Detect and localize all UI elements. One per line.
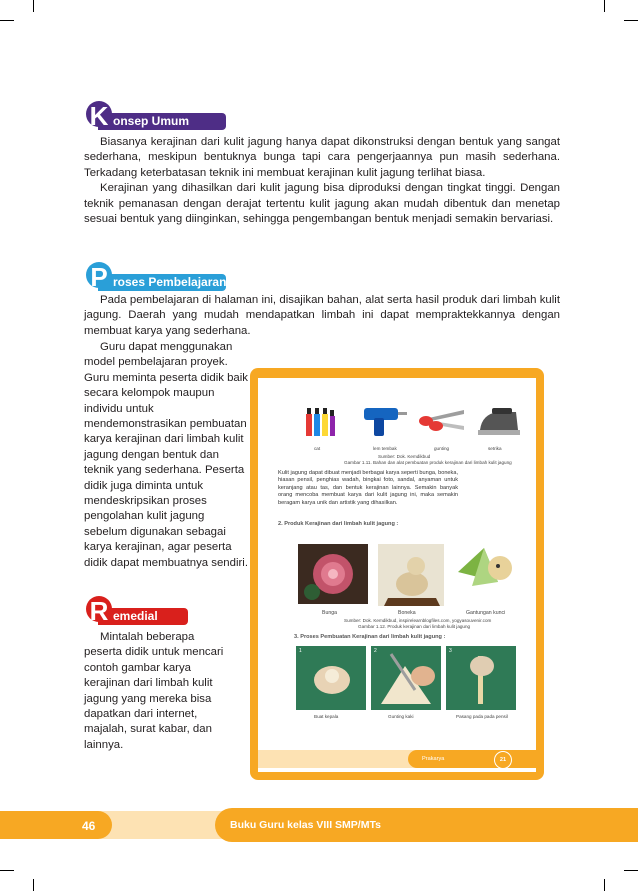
iron-image (476, 406, 520, 440)
remedial-text (84, 630, 234, 753)
student-book-page-figure (250, 368, 544, 780)
crop-mark (604, 0, 605, 12)
scissors-image (418, 406, 466, 436)
paragraph: Guru dapat menggunakan model pembelajaran proyek. Guru meminta peserta didik baik secara kelompok maupun individu untuk mendemonstrasikan pembuatan karya kerajinan dari limbah kulit jagung dengan bentuk dan teknik yang sederhana. Peserta didik juga diminta untuk mendeskripsikan proses pengolahan kulit jagung sebelum digunakan sebagai karya kerajinan, agar peserta didik dapat membuatnya sendiri. (84, 341, 248, 569)
step-caption: Pasang pada pada pensil (456, 714, 508, 719)
proses-pembelajaran-heading (86, 262, 226, 292)
tool-label: lem tembak (373, 446, 397, 451)
student-book-page (258, 378, 536, 772)
konsep-umum-text (84, 135, 560, 227)
heading-initial: K (86, 101, 112, 127)
keychain-product-photo (454, 542, 524, 604)
tool-label: setrika (488, 446, 502, 451)
heading-initial: R (86, 596, 112, 622)
step-caption: Buat kepala (314, 714, 339, 719)
figure-source: Sumber: Dok. Kemdikbud (378, 454, 431, 459)
crop-mark (33, 0, 34, 12)
student-book-heading: 2. Produk Kerajinan dari limbah kulit jagung : (278, 521, 399, 527)
process-step-photo (446, 646, 516, 710)
heading-text: emedial (113, 609, 158, 623)
crop-mark (0, 20, 14, 21)
proses-detail-text (84, 340, 250, 571)
figure-caption: Gambar 1.12. Produk kerajinan dari limbah kulit jagung (358, 624, 471, 629)
page-number-badge: 21 (494, 751, 512, 769)
crop-mark (624, 870, 638, 871)
proses-intro-text (84, 293, 560, 339)
footer-label: Prakarya (422, 756, 445, 762)
paragraph: Mintalah beberapa peserta didik untuk mencari contoh gambar karya kerajinan dari limbah kulit jagung yang mereka bisa dapatkan dari internet, majalah, surat kabar, dan lainnya. (84, 631, 224, 751)
crop-mark (604, 879, 605, 891)
product-label: Boneka (398, 610, 416, 616)
footer-band (258, 750, 428, 768)
product-label: Gantungan kunci (466, 610, 506, 616)
student-book-footer (258, 746, 536, 772)
paragraph: Pada pembelajaran di halaman ini, disajikan bahan, alat serta hasil produk dari limbah kulit jagung. Daerah yang mudah mendapatkan limbah ini dapat mempraktekkannya dengan membuat karya yang sederhana. (84, 294, 560, 337)
glue-gun-image (362, 404, 408, 440)
figure-source: Sumber: Dok. Kemdikbud, inspirelearnblogfiles.com, yogyasouvenir.com (344, 618, 492, 623)
crop-mark (0, 870, 14, 871)
tool-label: cat (314, 446, 321, 451)
process-step-photo (371, 646, 441, 710)
paragraph: Biasanya kerajinan dari kulit jagung hanya dapat dikonstruksi dengan bentuk yang sangat sederhana, meskipun bentuknya bunga tapi cara pengerjaannya pun masih sederhana. Terkadang keterbatasan teknik ini membuat kerajinan kulit jagung terlihat biasa. (84, 136, 560, 179)
flower-product-photo (298, 544, 368, 604)
paint-bottles-image (304, 402, 336, 442)
book-title: Buku Guru kelas VIII SMP/MTs (230, 819, 381, 831)
crop-mark (624, 20, 638, 21)
student-book-body: Kulit jagung dapat dibuat menjadi berbagai karya seperti bunga, boneka, hiasan pensil, penghias wadah, bingkai foto, sandal, anyaman untuk keranjang atau tas, dan bentuk kerajinan lainnya. Semakin banyak orang mencoba membuat karya dari kulit jagung ini, maka semakin beragam karya unik dan artistik yang dihasilkan. (278, 470, 458, 506)
process-step-photo (296, 646, 366, 710)
konsep-umum-heading (86, 101, 226, 131)
heading-initial: P (86, 262, 112, 288)
doll-product-photo (378, 544, 444, 606)
step-caption: Gunting kaki (388, 714, 414, 719)
step-number: 3 (449, 648, 452, 654)
remedial-heading (86, 596, 186, 626)
tool-label: gunting (434, 446, 450, 451)
product-label: Bunga (322, 610, 338, 616)
step-number: 2 (374, 648, 377, 654)
page-number: 46 (82, 819, 96, 833)
paragraph: Kerajinan yang dihasilkan dari kulit jagung bisa diproduksi dengan tingkat tinggi. Dengan teknik pemanasan dengan derajat tertentu kulit jagung akan mudah dibentuk dan menetap sesuai bentuk yang diinginkan, sehingga pengembangan bentuk menjadi semakin bervariasi. (84, 182, 560, 226)
step-number: 1 (299, 648, 302, 654)
heading-text: onsep Umum (113, 114, 190, 128)
heading-text: roses Pembelajaran (113, 275, 227, 289)
crop-mark (33, 879, 34, 891)
page-footer (0, 808, 638, 842)
student-book-heading: 3. Proses Pembuatan Kerajinan dari limbah kulit jagung : (294, 634, 446, 640)
figure-caption: Gambar 1.11. Bahan dan alat pembuatan produk kerajinan dari limbah kulit jagung (344, 460, 512, 465)
